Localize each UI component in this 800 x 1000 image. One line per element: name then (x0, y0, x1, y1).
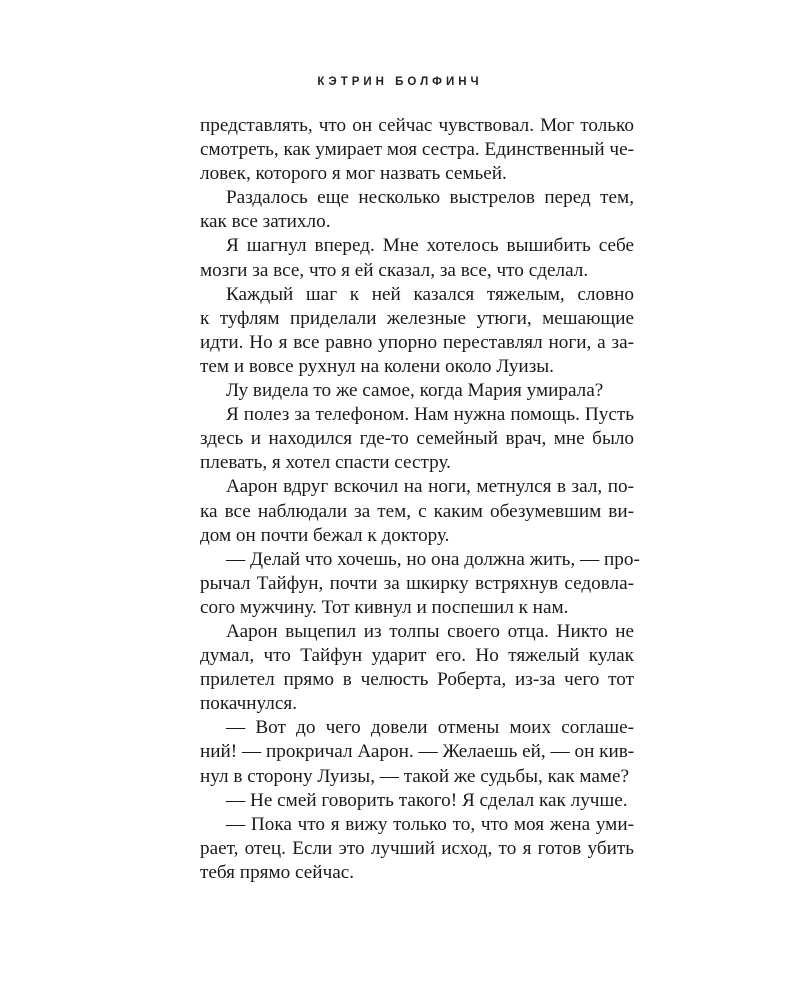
text-line: плевать, я хотел спасти сестру. (200, 452, 451, 474)
text-line: мозги за все, что я ей сказал, за все, что сделал. (200, 259, 589, 281)
text-line: Раздалось еще несколько выстрелов перед тем, (226, 187, 634, 209)
text-line: ний! — прокричал Аарон. — Желаешь ей, — он кив- (200, 741, 635, 763)
text-line: Аарон выцепил из толпы своего отца. Никто не (226, 620, 634, 642)
text-line: ка все наблюдали за тем, с каким обезумевшим ви- (200, 500, 634, 522)
text-line: покачнулся. (200, 693, 298, 715)
text-line: к туфлям приделали железные утюги, мешающие (200, 307, 634, 329)
text-line: нул в сторону Луизы, — такой же судьбы, как маме? (200, 765, 630, 787)
text-line: представлять, что он сейчас чувствовал. Мог только (200, 115, 634, 136)
text-line: сого мужчину. Тот кивнул и поспешил к нам. (200, 596, 569, 618)
text-line: тем и вовсе рухнул на колени около Луизы. (200, 355, 554, 377)
text-line: Лу видела то же самое, когда Мария умирала? (226, 380, 604, 402)
running-head: КЭТРИН БОЛФИНЧ (317, 76, 483, 88)
text-line: рает, отец. Если это лучший исход, то я готов убить (200, 837, 634, 859)
text-line: рычал Тайфун, почти за шкирку встряхнув седовла- (200, 572, 634, 594)
text-line: прилетел прямо в челюсть Роберта, из-за чего тот (200, 669, 634, 691)
text-line: Каждый шаг к ней казался тяжелым, словно (226, 283, 634, 305)
text-line: Я шагнул вперед. Мне хотелось вышибить себе (226, 235, 634, 257)
text-line: как все затихло. (200, 211, 331, 233)
text-line: Я полез за телефоном. Нам нужна помощь. Пусть (226, 404, 634, 426)
text-line: тебя прямо сейчас. (200, 861, 355, 883)
body-text (200, 114, 640, 885)
text-line: Аарон вдруг вскочил на ноги, метнулся в зал, по- (226, 476, 634, 498)
text-line: ловек, которого я мог назвать семьей. (200, 163, 507, 185)
text-line: — Делай что хочешь, но она должна жить, — про- (226, 548, 640, 570)
text-line: — Пока что я вижу только то, что моя жена уми- (226, 813, 634, 835)
text-line: идти. Но я все равно упорно переставлял ноги, а за- (200, 331, 634, 353)
text-line: — Вот до чего довели отмены моих соглаше- (226, 717, 634, 739)
text-line: здесь и находился где-то семейный врач, мне было (200, 428, 634, 450)
text-line: — Не смей говорить такого! Я сделал как лучше. (226, 789, 628, 811)
text-line: смотреть, как умирает моя сестра. Единственный че- (200, 139, 634, 161)
text-line: дом он почти бежал к доктору. (200, 524, 450, 546)
text-line: думал, что Тайфун ударит его. Но тяжелый кулак (200, 645, 634, 667)
